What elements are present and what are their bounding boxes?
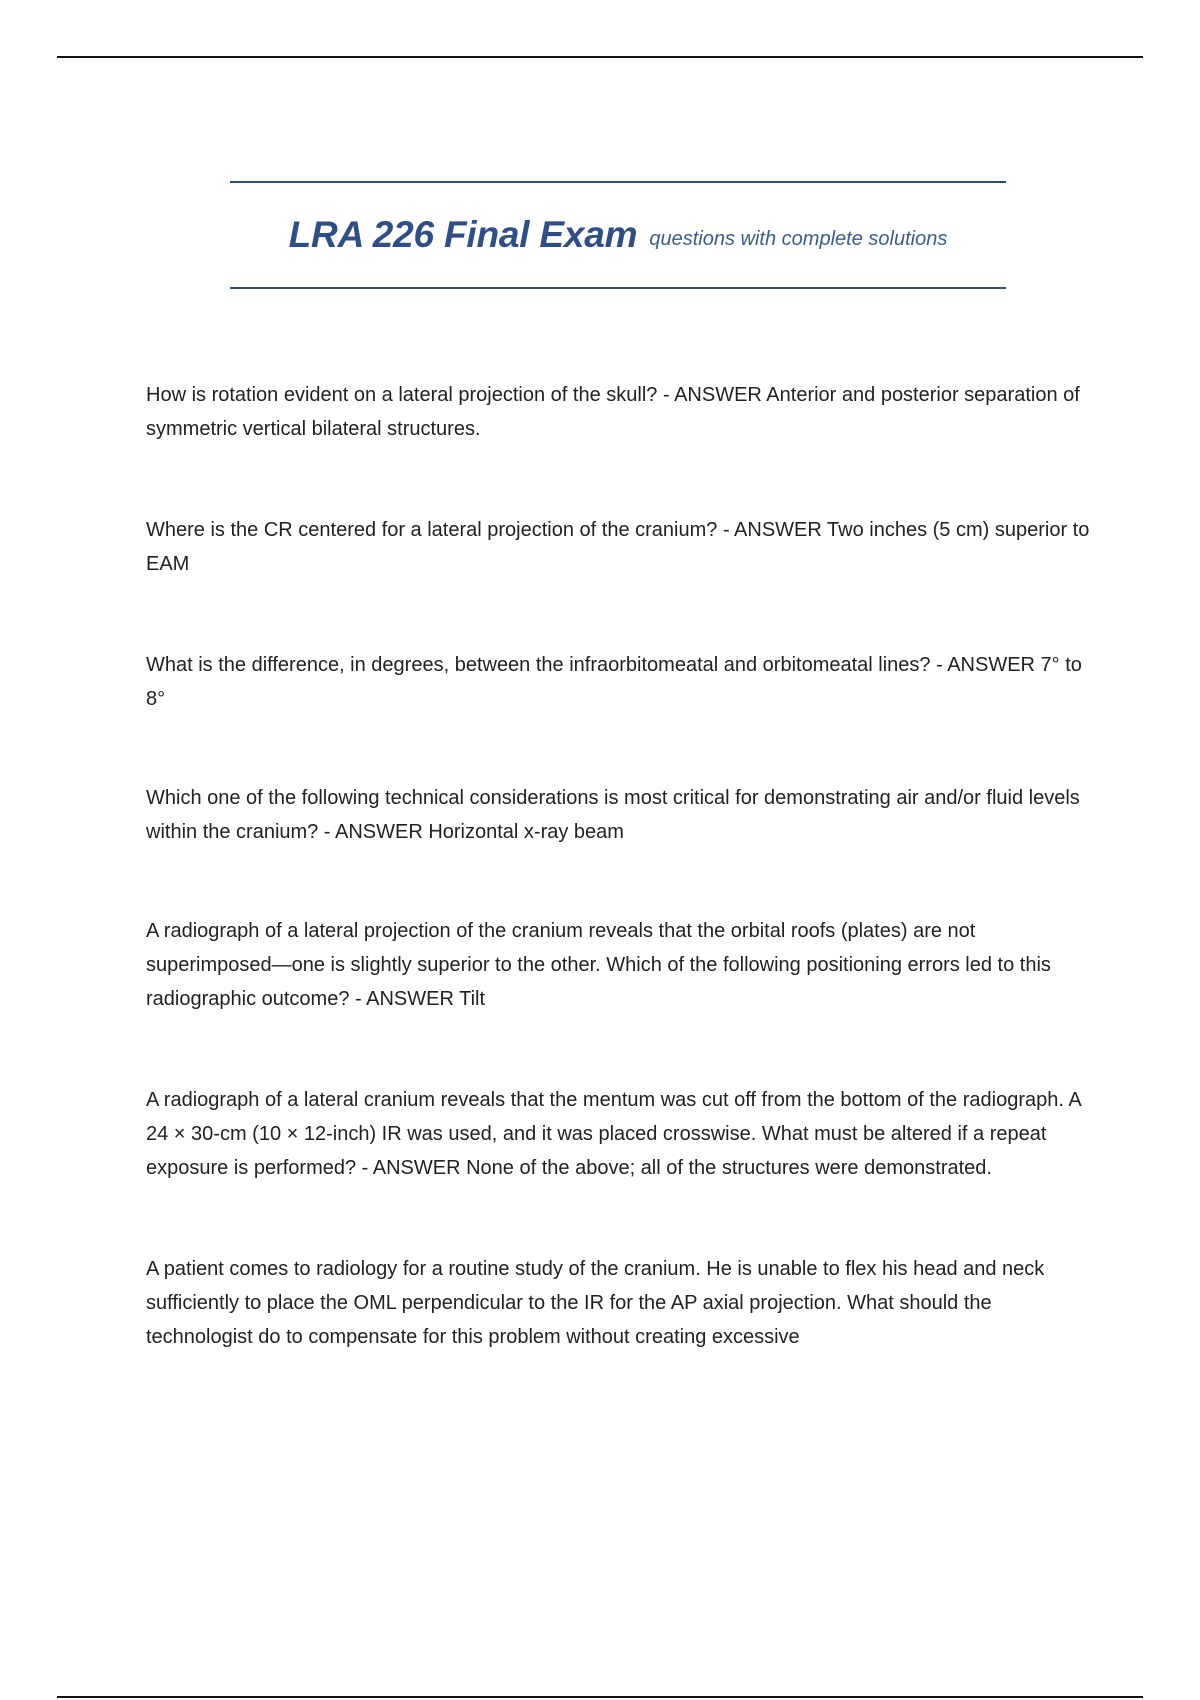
qa-item: A patient comes to radiology for a routine study of the cranium. He is unable to flex his head and neck sufficiently to place the OML perpendicular to the IR for the AP axial projection. What should the technologist do to compensate for this problem without creating excessive [146,1258,1045,1348]
title-block [230,181,1006,289]
document-subtitle: questions with complete solutions [649,227,948,250]
qa-item: Where is the CR centered for a lateral projection of the cranium? - ANSWER Two inches (5 cm) superior to EAM [146,519,1090,575]
qa-item: A radiograph of a lateral cranium reveals that the mentum was cut off from the bottom of the radiograph. A 24 × 30-cm (10 × 12-inch) IR was used, and it was placed crosswise. What must be altered if a repeat exposure is performed? - ANSWER None of the above; all of the structures were demonstrated. [146,1089,1081,1179]
qa-item: What is the difference, in degrees, between the infraorbitomeatal and orbitomeatal lines? - ANSWER 7° to 8° [146,654,1082,710]
page-bottom-rule [57,1696,1143,1698]
qa-item: How is rotation evident on a lateral projection of the skull? - ANSWER Anterior and posterior separation of symmetric vertical bilateral structures. [146,384,1080,440]
qa-list [146,378,1096,1354]
title-bottom-rule [230,287,1006,289]
title-line [230,183,1006,287]
qa-item: A radiograph of a lateral projection of the cranium reveals that the orbital roofs (plates) are not superimposed—one is slightly superior to the other. Which of the following positioning errors led to this radiographic outcome? - ANSWER Tilt [146,920,1051,1010]
qa-item: Which one of the following technical considerations is most critical for demonstrating air and/or fluid levels within the cranium? - ANSWER Horizontal x-ray beam [146,787,1080,843]
page-top-rule [57,56,1143,58]
document-title: LRA 226 Final Exam [288,214,638,255]
